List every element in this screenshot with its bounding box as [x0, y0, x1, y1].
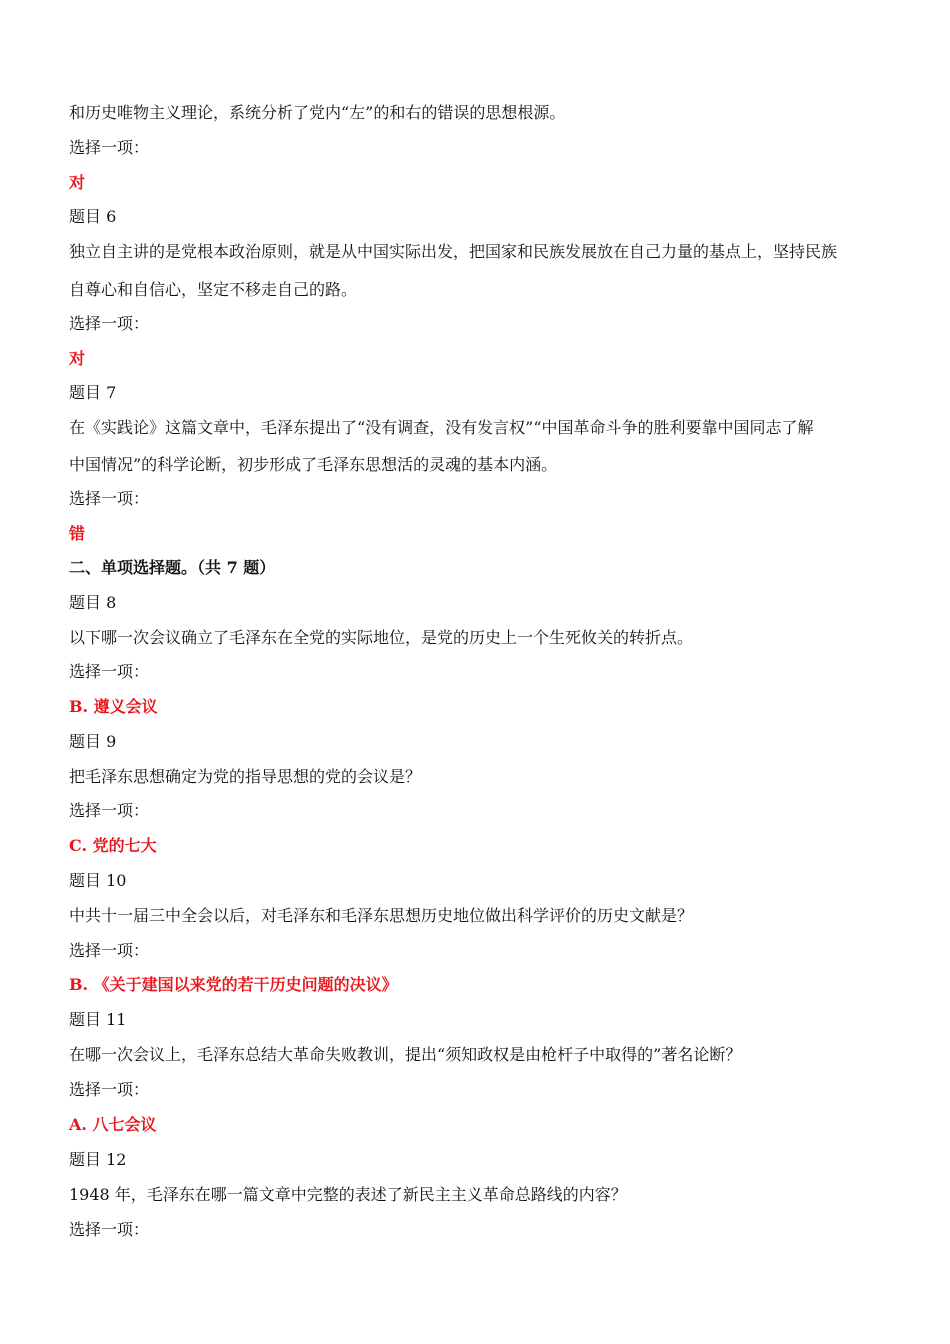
- question-9-answer: C. 党的七大: [69, 836, 157, 855]
- question-7-stem-line-2: 中国情况”的科学论断，初步形成了毛泽东思想活的灵魂的基本内涵。: [69, 455, 558, 474]
- question-12-title: 题目 12: [69, 1150, 127, 1169]
- question-9-stem: 把毛泽东思想确定为党的指导思想的党的会议是？: [69, 767, 422, 786]
- question-9-title: 题目 9: [69, 732, 117, 751]
- question-8-prompt: 选择一项：: [69, 662, 150, 681]
- question-6-prompt: 选择一项：: [69, 314, 150, 333]
- question-6-stem-line-2: 自尊心和自信心，坚定不移走自己的路。: [69, 280, 358, 299]
- question-5-stem-tail: 和历史唯物主义理论，系统分析了党内“左”的和右的错误的思想根源。: [69, 103, 566, 122]
- question-7-title: 题目 7: [69, 383, 117, 402]
- question-8-answer: B. 遵义会议: [69, 697, 158, 716]
- question-8-stem: 以下哪一次会议确立了毛泽东在全党的实际地位，是党的历史上一个生死攸关的转折点。: [69, 628, 694, 647]
- question-7-prompt: 选择一项：: [69, 489, 150, 508]
- question-10-answer: B. 《关于建国以来党的若干历史问题的决议》: [69, 975, 398, 994]
- question-11-answer: A. 八七会议: [69, 1115, 157, 1134]
- question-10-stem: 中共十一届三中全会以后，对毛泽东和毛泽东思想历史地位做出科学评价的历史文献是？: [69, 906, 694, 925]
- question-11-stem: 在哪一次会议上，毛泽东总结大革命失败教训，提出“须知政权是由枪杆子中取得的”著名论断？: [69, 1045, 742, 1064]
- question-7-stem-line-1: 在《实践论》这篇文章中，毛泽东提出了“没有调查，没有发言权”“中国革命斗争的胜利要靠中国同志了解: [69, 418, 814, 437]
- question-10-prompt: 选择一项：: [69, 941, 150, 960]
- question-11-prompt: 选择一项：: [69, 1080, 150, 1099]
- question-6-title: 题目 6: [69, 207, 117, 226]
- question-12-stem: 1948 年，毛泽东在哪一篇文章中完整的表述了新民主主义革命总路线的内容？: [69, 1185, 627, 1204]
- question-6-answer: 对: [69, 349, 86, 368]
- section-heading: 二、单项选择题。（共 7 题）: [69, 558, 276, 577]
- question-5-answer: 对: [69, 173, 86, 192]
- question-5-prompt: 选择一项：: [69, 138, 150, 157]
- question-9-prompt: 选择一项：: [69, 801, 150, 820]
- question-10-title: 题目 10: [69, 871, 127, 890]
- question-6-stem-line-1: 独立自主讲的是党根本政治原则，就是从中国实际出发，把国家和民族发展放在自己力量的基点上，坚持民族: [69, 242, 838, 261]
- question-11-title: 题目 11: [69, 1010, 127, 1029]
- question-7-answer: 错: [69, 524, 86, 543]
- question-12-prompt: 选择一项：: [69, 1220, 150, 1239]
- question-8-title: 题目 8: [69, 593, 117, 612]
